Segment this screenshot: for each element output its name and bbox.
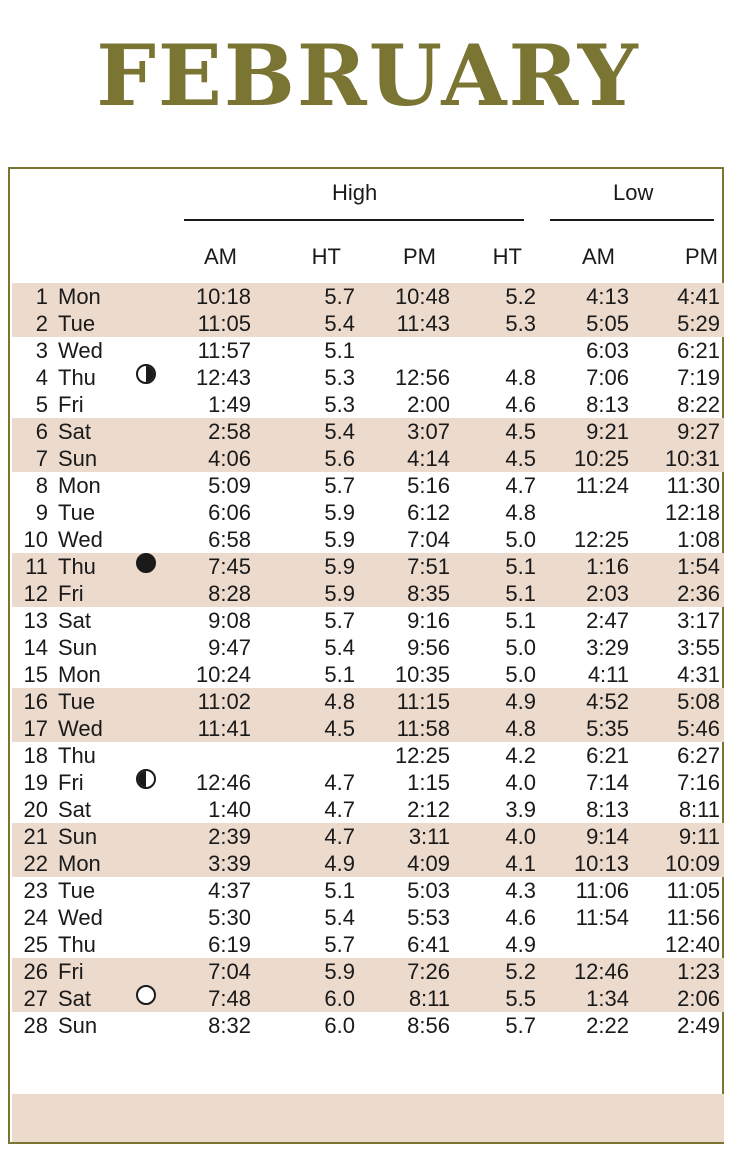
- high-pm-height: 5.3: [505, 311, 536, 336]
- day-number: 18: [23, 743, 48, 768]
- low-pm-time: 11:56: [666, 905, 720, 930]
- high-pm-height: 5.5: [505, 986, 536, 1011]
- day-of-week: Thu: [58, 932, 96, 957]
- day-number: 6: [35, 419, 48, 444]
- high-am-height: 6.0: [324, 1013, 355, 1038]
- high-pm-height: 4.6: [505, 905, 536, 930]
- table-row: [12, 472, 724, 499]
- low-am-time: 8:13: [586, 392, 629, 417]
- high-pm-time: 8:56: [407, 1013, 450, 1038]
- high-am-time: 6:58: [208, 527, 251, 552]
- high-am-time: 2:39: [208, 824, 251, 849]
- high-pm-time: 5:03: [407, 878, 450, 903]
- high-pm-time: 10:48: [394, 284, 450, 309]
- day-number: 17: [23, 716, 48, 741]
- high-am-height: 5.4: [324, 311, 355, 336]
- low-am-time: 5:35: [586, 716, 629, 741]
- high-am-time: 5:30: [208, 905, 251, 930]
- low-am-time: 2:47: [586, 608, 629, 633]
- low-pm-time: 2:06: [677, 986, 720, 1011]
- table-row: [12, 931, 724, 958]
- low-pm-time: 11:30: [666, 473, 720, 498]
- low-pm-time: 7:16: [677, 770, 720, 795]
- day-number: 4: [35, 365, 48, 390]
- high-am-height: 4.7: [324, 797, 355, 822]
- high-pm-height: 4.5: [505, 446, 536, 471]
- table-row: [12, 499, 724, 526]
- col-high-ht2: HT: [492, 244, 522, 269]
- high-am-height: 5.7: [324, 284, 355, 309]
- day-number: 25: [23, 932, 48, 957]
- low-pm-time: 11:05: [666, 878, 720, 903]
- low-am-time: 4:11: [587, 662, 629, 687]
- day-number: 15: [23, 662, 48, 687]
- low-pm-time: 3:17: [677, 608, 720, 633]
- low-pm-time: 1:23: [677, 959, 720, 984]
- day-number: 23: [23, 878, 48, 903]
- low-am-time: 3:29: [586, 635, 629, 660]
- high-am-time: 8:32: [208, 1013, 251, 1038]
- day-of-week: Sun: [58, 824, 98, 849]
- day-of-week: Mon: [58, 662, 101, 687]
- table-row: [12, 526, 724, 553]
- col-low-am: AM: [582, 244, 615, 269]
- high-am-height: 5.9: [324, 527, 355, 552]
- day-number: 16: [23, 689, 48, 714]
- day-of-week: Sat: [58, 797, 92, 822]
- day-of-week: Wed: [58, 905, 103, 930]
- high-pm-time: 11:43: [396, 311, 450, 336]
- low-pm-time: 7:19: [677, 365, 720, 390]
- low-pm-time: 1:08: [677, 527, 720, 552]
- low-pm-time: 9:27: [677, 419, 720, 444]
- day-number: 2: [35, 311, 48, 336]
- day-of-week: Sun: [58, 1013, 98, 1038]
- high-pm-time: 2:00: [407, 392, 450, 417]
- day-of-week: Tue: [58, 311, 96, 336]
- high-am-time: 1:40: [208, 797, 251, 822]
- high-am-height: 5.9: [324, 959, 355, 984]
- high-am-height: 5.1: [324, 878, 355, 903]
- table-row: [12, 688, 724, 715]
- day-of-week: Fri: [58, 581, 84, 606]
- high-pm-time: 6:12: [407, 500, 450, 525]
- day-of-week: Tue: [58, 500, 96, 525]
- high-am-height: 4.9: [324, 851, 355, 876]
- low-am-time: 11:06: [575, 878, 629, 903]
- high-pm-height: 4.9: [505, 689, 536, 714]
- day-of-week: Thu: [58, 743, 96, 768]
- high-am-height: 5.7: [324, 932, 355, 957]
- high-pm-height: 5.0: [505, 662, 536, 687]
- low-pm-time: 2:49: [677, 1013, 720, 1038]
- high-am-time: 11:41: [197, 716, 251, 741]
- high-am-time: 11:57: [197, 338, 251, 363]
- first-quarter-moon-icon: [136, 769, 156, 789]
- high-pm-time: 5:16: [407, 473, 450, 498]
- high-pm-time: 12:25: [394, 743, 450, 768]
- high-group-label: High: [332, 180, 378, 205]
- low-am-time: 2:22: [586, 1013, 629, 1038]
- low-pm-time: 12:18: [664, 500, 720, 525]
- day-of-week: Sat: [58, 608, 92, 633]
- high-am-height: 5.9: [324, 500, 355, 525]
- low-am-time: 4:13: [586, 284, 629, 309]
- low-am-time: 8:13: [586, 797, 629, 822]
- low-am-time: 4:52: [586, 689, 629, 714]
- table-row: [12, 634, 724, 661]
- table-row: [12, 391, 724, 418]
- high-pm-time: 3:07: [407, 419, 450, 444]
- high-pm-time: 8:11: [408, 986, 450, 1011]
- high-am-time: 7:48: [208, 986, 251, 1011]
- high-pm-time: 9:56: [407, 635, 450, 660]
- table-row: [12, 715, 724, 742]
- day-of-week: Mon: [58, 851, 101, 876]
- day-of-week: Fri: [58, 770, 84, 795]
- low-pm-time: 1:54: [677, 554, 720, 579]
- day-number: 13: [23, 608, 48, 633]
- low-pm-time: 9:11: [678, 824, 720, 849]
- col-high-pm: PM: [403, 244, 436, 269]
- low-am-time: 7:06: [586, 365, 629, 390]
- table-row: [12, 958, 724, 985]
- low-pm-time: 10:31: [664, 446, 720, 471]
- day-number: 5: [35, 392, 48, 417]
- day-number: 3: [35, 338, 48, 363]
- low-am-time: 1:16: [586, 554, 629, 579]
- high-pm-height: 4.8: [505, 365, 536, 390]
- table-row: [12, 904, 724, 931]
- high-pm-height: 5.7: [505, 1013, 536, 1038]
- high-am-time: 8:28: [208, 581, 251, 606]
- table-row: [12, 418, 724, 445]
- day-number: 11: [25, 554, 48, 579]
- day-number: 24: [23, 905, 48, 930]
- table-row: [12, 850, 724, 877]
- high-am-time: 4:37: [208, 878, 251, 903]
- high-am-height: 5.1: [324, 338, 355, 363]
- high-am-height: 4.8: [324, 689, 355, 714]
- low-am-time: 9:14: [586, 824, 629, 849]
- low-pm-time: 5:46: [677, 716, 720, 741]
- table-row: [12, 607, 724, 634]
- high-am-time: 3:39: [208, 851, 251, 876]
- page-title: FEBRUARY: [96, 26, 640, 125]
- tide-table: [8, 167, 724, 1144]
- high-pm-time: 10:35: [394, 662, 450, 687]
- table-row: [12, 1012, 724, 1039]
- high-am-height: 4.5: [324, 716, 355, 741]
- table-row: [12, 985, 724, 1012]
- low-am-time: 5:05: [586, 311, 629, 336]
- high-pm-height: 5.2: [505, 959, 536, 984]
- day-number: 12: [23, 581, 48, 606]
- high-pm-height: 4.6: [505, 392, 536, 417]
- high-am-height: 5.1: [324, 662, 355, 687]
- high-am-height: 4.7: [324, 824, 355, 849]
- day-number: 28: [23, 1013, 48, 1038]
- high-am-height: 5.9: [324, 581, 355, 606]
- low-am-time: 7:14: [586, 770, 629, 795]
- high-am-time: 9:08: [208, 608, 251, 633]
- low-pm-time: 6:21: [677, 338, 720, 363]
- high-am-height: 5.4: [324, 419, 355, 444]
- day-number: 9: [35, 500, 48, 525]
- day-number: 14: [23, 635, 48, 660]
- day-number: 22: [23, 851, 48, 876]
- col-high-ht1: HT: [311, 244, 341, 269]
- table-row: [12, 823, 724, 850]
- high-am-time: 10:24: [195, 662, 251, 687]
- high-am-height: 5.7: [324, 608, 355, 633]
- low-group-label: Low: [613, 180, 654, 205]
- col-high-am: AM: [204, 244, 237, 269]
- high-pm-time: 1:15: [407, 770, 450, 795]
- high-pm-height: 4.0: [505, 770, 536, 795]
- high-am-time: 4:06: [208, 446, 251, 471]
- high-pm-time: 7:51: [407, 554, 450, 579]
- new-moon-icon: [136, 553, 156, 573]
- high-am-time: 7:04: [208, 959, 251, 984]
- day-of-week: Fri: [58, 392, 84, 417]
- low-pm-time: 6:27: [677, 743, 720, 768]
- low-am-time: 1:34: [586, 986, 629, 1011]
- day-number: 7: [35, 446, 48, 471]
- low-am-time: 12:46: [573, 959, 629, 984]
- high-am-time: 9:47: [208, 635, 251, 660]
- high-pm-height: 4.0: [505, 824, 536, 849]
- high-pm-time: 8:35: [407, 581, 450, 606]
- high-pm-time: 11:15: [396, 689, 450, 714]
- day-of-week: Mon: [58, 284, 101, 309]
- table-row: [12, 445, 724, 472]
- day-of-week: Sun: [58, 446, 98, 471]
- high-pm-height: 5.1: [505, 581, 536, 606]
- day-of-week: Wed: [58, 338, 103, 363]
- high-pm-height: 4.8: [505, 716, 536, 741]
- high-pm-time: 6:41: [407, 932, 450, 957]
- high-pm-height: 4.5: [505, 419, 536, 444]
- table-row: [12, 580, 724, 607]
- high-pm-time: 3:11: [408, 824, 450, 849]
- high-am-height: 5.3: [324, 392, 355, 417]
- low-am-time: 12:25: [573, 527, 629, 552]
- col-low-pm: PM: [685, 244, 718, 269]
- low-am-time: 10:25: [573, 446, 629, 471]
- day-number: 1: [35, 284, 48, 309]
- full-moon-icon: [136, 985, 156, 1005]
- low-am-time: 11:54: [575, 905, 629, 930]
- high-pm-height: 3.9: [505, 797, 536, 822]
- high-pm-time: 9:16: [407, 608, 450, 633]
- high-am-height: 5.7: [324, 473, 355, 498]
- high-am-height: 5.9: [324, 554, 355, 579]
- high-pm-time: 4:14: [407, 446, 450, 471]
- high-pm-time: 7:04: [407, 527, 450, 552]
- high-pm-height: 4.8: [505, 500, 536, 525]
- high-pm-height: 4.2: [505, 743, 536, 768]
- high-am-height: 5.3: [324, 365, 355, 390]
- day-of-week: Sat: [58, 986, 92, 1011]
- day-of-week: Wed: [58, 527, 103, 552]
- low-pm-time: 4:31: [677, 662, 720, 687]
- low-pm-time: 5:08: [677, 689, 720, 714]
- table-row: [12, 796, 724, 823]
- high-am-time: 5:09: [208, 473, 251, 498]
- day-number: 27: [23, 986, 48, 1011]
- table-row: [12, 742, 724, 769]
- high-pm-time: 5:53: [407, 905, 450, 930]
- low-pm-time: 10:09: [664, 851, 720, 876]
- high-pm-height: 5.0: [505, 527, 536, 552]
- day-of-week: Sat: [58, 419, 92, 444]
- day-number: 8: [35, 473, 48, 498]
- low-am-time: 9:21: [586, 419, 629, 444]
- day-of-week: Tue: [58, 878, 96, 903]
- high-am-height: 5.4: [324, 635, 355, 660]
- low-pm-time: 8:22: [677, 392, 720, 417]
- day-number: 26: [23, 959, 48, 984]
- day-of-week: Fri: [58, 959, 84, 984]
- day-of-week: Mon: [58, 473, 101, 498]
- high-am-height: 5.6: [324, 446, 355, 471]
- day-of-week: Thu: [58, 365, 96, 390]
- high-pm-time: 7:26: [407, 959, 450, 984]
- high-pm-height: 5.1: [505, 608, 536, 633]
- high-am-height: 5.4: [324, 905, 355, 930]
- high-pm-height: 4.1: [505, 851, 536, 876]
- day-number: 19: [23, 770, 48, 795]
- low-pm-time: 3:55: [677, 635, 720, 660]
- table-row: [12, 310, 724, 337]
- high-pm-height: 5.0: [505, 635, 536, 660]
- high-pm-height: 4.3: [505, 878, 536, 903]
- high-pm-height: 5.2: [505, 284, 536, 309]
- table-row: [12, 877, 724, 904]
- day-of-week: Wed: [58, 716, 103, 741]
- low-pm-time: 4:41: [677, 284, 720, 309]
- high-group-rule: [184, 219, 524, 221]
- low-group-rule: [550, 219, 714, 221]
- high-am-time: 7:45: [208, 554, 251, 579]
- low-pm-time: 2:36: [677, 581, 720, 606]
- day-of-week: Tue: [58, 689, 96, 714]
- high-am-time: 6:19: [208, 932, 251, 957]
- high-am-time: 11:05: [197, 311, 251, 336]
- high-am-time: 12:46: [195, 770, 251, 795]
- high-pm-time: 12:56: [394, 365, 450, 390]
- table-row: [12, 337, 724, 364]
- high-am-time: 6:06: [208, 500, 251, 525]
- high-pm-time: 11:58: [396, 716, 450, 741]
- day-of-week: Thu: [58, 554, 96, 579]
- table-row: [12, 283, 724, 310]
- low-am-time: 6:03: [586, 338, 629, 363]
- low-am-time: 6:21: [586, 743, 629, 768]
- low-am-time: 11:24: [575, 473, 629, 498]
- high-pm-time: 4:09: [407, 851, 450, 876]
- day-number: 20: [23, 797, 48, 822]
- high-am-time: 12:43: [195, 365, 251, 390]
- high-pm-height: 4.7: [505, 473, 536, 498]
- high-am-height: 4.7: [324, 770, 355, 795]
- low-pm-time: 12:40: [664, 932, 720, 957]
- low-pm-time: 5:29: [677, 311, 720, 336]
- low-am-time: 2:03: [586, 581, 629, 606]
- high-am-time: 10:18: [195, 284, 251, 309]
- table-row: [12, 553, 724, 580]
- high-pm-height: 4.9: [505, 932, 536, 957]
- high-am-time: 2:58: [208, 419, 251, 444]
- day-of-week: Sun: [58, 635, 98, 660]
- table-row: [12, 661, 724, 688]
- low-pm-time: 8:11: [678, 797, 720, 822]
- footer-band: [12, 1094, 724, 1142]
- high-am-height: 6.0: [324, 986, 355, 1011]
- high-pm-height: 5.1: [505, 554, 536, 579]
- high-am-time: 1:49: [208, 392, 251, 417]
- table-row: [12, 364, 724, 391]
- table-row: [12, 769, 724, 796]
- last-quarter-moon-icon: [136, 364, 156, 384]
- day-number: 10: [23, 527, 48, 552]
- low-am-time: 10:13: [573, 851, 629, 876]
- day-number: 21: [23, 824, 48, 849]
- high-am-time: 11:02: [197, 689, 251, 714]
- high-pm-time: 2:12: [407, 797, 450, 822]
